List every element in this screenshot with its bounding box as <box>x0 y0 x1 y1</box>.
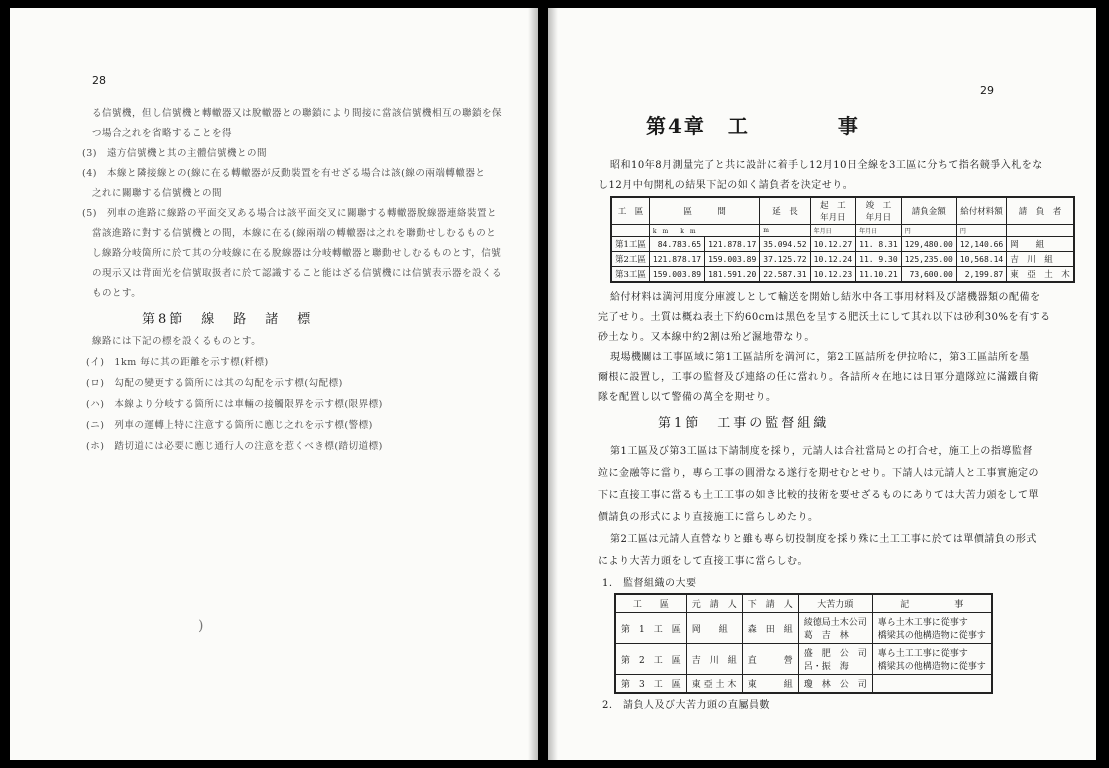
table-cell: 第 2 工 區 <box>615 644 686 675</box>
para4-line: 下に直接工事に當るも土工工事の如き比較的技術を要せざるものにありては大苦力頭をして單 <box>598 490 1039 501</box>
note-entry: 橋梁其の他構造物に從事す <box>877 662 986 672</box>
list-item: (ホ) 踏切道には必要に應じ通行人の注意を惹くべき標(踏切道標) <box>86 441 383 452</box>
subsection-heading: 1. 監督組織の大要 <box>602 578 697 589</box>
kuli-entry: 葛 吉 林 <box>803 631 849 641</box>
table-cell: 125,235.00 <box>901 252 956 267</box>
section-title-left: 第8節 線 路 諸 標 <box>142 312 314 327</box>
body-line: (3) 遠方信號機と其の主體信號機との間 <box>82 148 267 159</box>
table-cell: 11. 8.31 <box>856 237 902 252</box>
list-item: (ニ) 列車の運轉上特に注意する箇所に應じ之れを示す標(警標) <box>86 420 373 431</box>
list-item: (ロ) 勾配の變更する箇所には其の勾配を示す標(勾配標) <box>86 378 343 389</box>
table-cell <box>798 613 872 644</box>
section-title-right: 第1節 工事の監督組織 <box>658 416 830 431</box>
kuli-entry: 綾德局土木公司 <box>803 618 867 628</box>
para4-line: 第1工區及び第3工區は下請制度を採り，元請人は合社當局との打合せ，施工上の指導監督 <box>610 446 1033 457</box>
table-cell: 東 組 <box>742 675 798 694</box>
table-cell: 岡 組 <box>1007 237 1074 252</box>
list-item: (イ) 1km 毎に其の距離を示す標(粁標) <box>86 357 269 368</box>
intro-line: 昭和10年8月測量完了と共に設計に着手し12月10日全線を3工區に分ちて指名競爭入札をな <box>610 160 1043 171</box>
header-cell: 給付材料額 <box>956 197 1006 225</box>
subsection-heading: 2. 請負人及び大苦力頭の直屬員數 <box>602 700 771 711</box>
table-cell: 35.094.52 <box>760 237 810 252</box>
table-cell: 10.12.24 <box>810 252 856 267</box>
table-cell: 10.12.27 <box>810 237 856 252</box>
table-cell: 11.10.21 <box>856 267 902 283</box>
body-line: 當該進路に對する信號機との間，本線に在る(線兩端の轉轍器は之れを聯動せしむるものと <box>92 228 497 239</box>
body-line: つ場合之れを省略することを得 <box>92 128 233 139</box>
body-line: る信號機，但し信號機と轉轍器又は脫轍器との聯鎖により間接に當該信號機相互の聯鎖を保 <box>92 108 503 119</box>
table-cell: 11. 9.30 <box>856 252 902 267</box>
table-cell: 181.591.20 <box>705 267 760 283</box>
table-row <box>611 237 1074 252</box>
header-cell: 請負金額 <box>901 197 956 225</box>
org-table-header <box>615 594 992 613</box>
table-cell: 129,480.00 <box>901 237 956 252</box>
table-cell: 東 亞 土 木 <box>686 675 742 694</box>
table-cell: 159.003.89 <box>705 252 760 267</box>
table-cell: 吉 川 組 <box>686 644 742 675</box>
table-cell: 森 田 組 <box>742 613 798 644</box>
header-cell: 記 事 <box>872 594 992 613</box>
table-cell: 第1工區 <box>611 237 649 252</box>
table-cell: 2,199.87 <box>956 267 1006 283</box>
para3-line: 隊を配置し以て警備の萬全を期せり。 <box>598 392 777 403</box>
table-cell: 10.12.23 <box>810 267 856 283</box>
body-line: 之れに關聯する信號機との間 <box>92 188 223 199</box>
unit-cell <box>611 225 649 237</box>
kuli-entry: 瓊 林 公 司 <box>803 680 867 690</box>
para3-line: 現場機關は工事區域に第1工區詰所を満河に，第2工區詰所を伊拉哈に，第3工區詰所を墨 <box>610 352 1030 363</box>
unit-cell: k m k m <box>649 225 759 237</box>
unit-cell: 円 <box>901 225 956 237</box>
table-cell: 直 營 <box>742 644 798 675</box>
table-cell <box>872 613 992 644</box>
chapter-title: 第4章 工 事 <box>646 114 860 138</box>
page-number-right: 29 <box>980 84 994 97</box>
table-cell: 121.878.17 <box>705 237 760 252</box>
intro-line: し12月中旬開札の結果下記の如く請負者を決定せり。 <box>598 180 854 191</box>
note-entry: 橋梁其の他構造物に從事す <box>877 631 986 641</box>
table-cell: 159.003.89 <box>649 267 704 283</box>
table-cell: 10,568.14 <box>956 252 1006 267</box>
list-item: (ハ) 本線より分岐する箇所には車輛の接觸限界を示す標(限界標) <box>86 399 383 410</box>
unit-cell: 年月日 <box>810 225 856 237</box>
body-line: の現示又は背面光を信號取扱者に於て認識すること能はざる信號機には信號表示器を設くる <box>92 268 503 279</box>
header-cell: 大苦力頭 <box>798 594 872 613</box>
unit-cell: 円 <box>956 225 1006 237</box>
body-line: (4) 本線と隣接線との(線に在る轉轍器が反動裝置を有せざる場合は該(線の兩端轉轍器と <box>82 168 486 179</box>
para4-line: 第2工區は元請人直營なりと雖も專ら切投制度を採り殊に土工工事に於ては單價請負の形式 <box>610 534 1037 545</box>
contractor-table-units <box>611 225 1074 237</box>
header-cell: 工 區 <box>611 197 649 225</box>
table-cell: 37.125.72 <box>760 252 810 267</box>
table-row <box>611 252 1074 267</box>
gutter-shadow-right <box>548 8 558 760</box>
table-cell: 第 1 工 區 <box>615 613 686 644</box>
table-cell: 73,600.00 <box>901 267 956 283</box>
table-cell <box>872 644 992 675</box>
para4-line: 竝に金融等に當り，專ら工事の圓滑なる遂行を期せむとせり。下請人は元請人と工事實施定の <box>598 468 1039 479</box>
unit-cell <box>1007 225 1074 237</box>
para4-line: 價請負の形式により直接施工に當らしめたり。 <box>598 512 819 523</box>
table-cell <box>872 675 992 694</box>
body-line: ものとす。 <box>92 288 142 299</box>
table-cell: 吉 川 組 <box>1007 252 1074 267</box>
table-row <box>615 675 992 694</box>
note-entry: 專ら土木工事に從事す <box>877 618 968 628</box>
table-row <box>615 644 992 675</box>
para3-line: 爾根に設置し，工事の監督及び連絡の任に當れり。各詰所々在地には日軍分遣隊竝に滿鐵自衛 <box>598 372 1039 383</box>
table-cell: 121.878.17 <box>649 252 704 267</box>
stray-mark: ) <box>198 618 204 634</box>
para4-line: により大苦力頭をして直接工事に當らしむ。 <box>598 556 808 567</box>
unit-cell: 年月日 <box>856 225 902 237</box>
header-cell: 起 工 年月日 <box>810 197 856 225</box>
table-cell: 第2工區 <box>611 252 649 267</box>
contractor-table-header <box>611 197 1074 225</box>
header-cell: 延 長 <box>760 197 810 225</box>
header-cell: 工 區 <box>615 594 686 613</box>
para2-line: 完了せり。土質は概ね表土下約60cmは黑色を呈する肥沃土にして其れ以下は砂利30%を有する <box>598 312 1051 323</box>
table-cell <box>798 675 872 694</box>
table-cell <box>798 644 872 675</box>
header-cell: 區 間 <box>649 197 759 225</box>
kuli-entry: 呂・振 海 <box>803 662 849 672</box>
header-cell: 下 請 人 <box>742 594 798 613</box>
org-table <box>614 593 993 694</box>
contractor-table <box>610 196 1075 283</box>
table-cell: 22.587.31 <box>760 267 810 283</box>
header-cell: 竣 工 年月日 <box>856 197 902 225</box>
note-entry: 專ら土工工事に從事す <box>877 649 968 659</box>
list-intro: 線路には下記の標を設くるものとす。 <box>92 336 262 347</box>
gutter-shadow-left <box>528 8 538 760</box>
body-line: (5) 列車の進路に線路の平面交叉ある場合は該平面交叉に關聯する轉轍器脫線器連絡裝置と <box>82 208 497 219</box>
table-cell: 東 亞 土 木 <box>1007 267 1074 283</box>
para2-line: 砂土なり。又本線中約2割は殆ど濕地帶なり。 <box>598 332 815 343</box>
header-cell: 請 負 者 <box>1007 197 1074 225</box>
table-row <box>611 267 1074 283</box>
header-cell: 元 請 人 <box>686 594 742 613</box>
right-page <box>548 8 1096 760</box>
page-number-left: 28 <box>92 74 106 87</box>
unit-cell: m <box>760 225 810 237</box>
body-line: し線路分岐箇所に於て其の分岐線に在る脫線器は分岐轉轍器と聯動せしむるものとす，信號 <box>92 248 502 259</box>
para2-line: 給付材料は満河用度分庫渡しとして輸送を開始し結氷中各工事用材料及び諸機器類の配備を <box>610 292 1041 303</box>
table-cell: 12,140.66 <box>956 237 1006 252</box>
table-cell: 第 3 工 區 <box>615 675 686 694</box>
table-cell: 岡 組 <box>686 613 742 644</box>
table-cell: 第3工區 <box>611 267 649 283</box>
table-cell: 84.783.65 <box>649 237 704 252</box>
table-row <box>615 613 992 644</box>
left-page <box>10 8 538 760</box>
kuli-entry: 盛 肥 公 司 <box>803 649 867 659</box>
